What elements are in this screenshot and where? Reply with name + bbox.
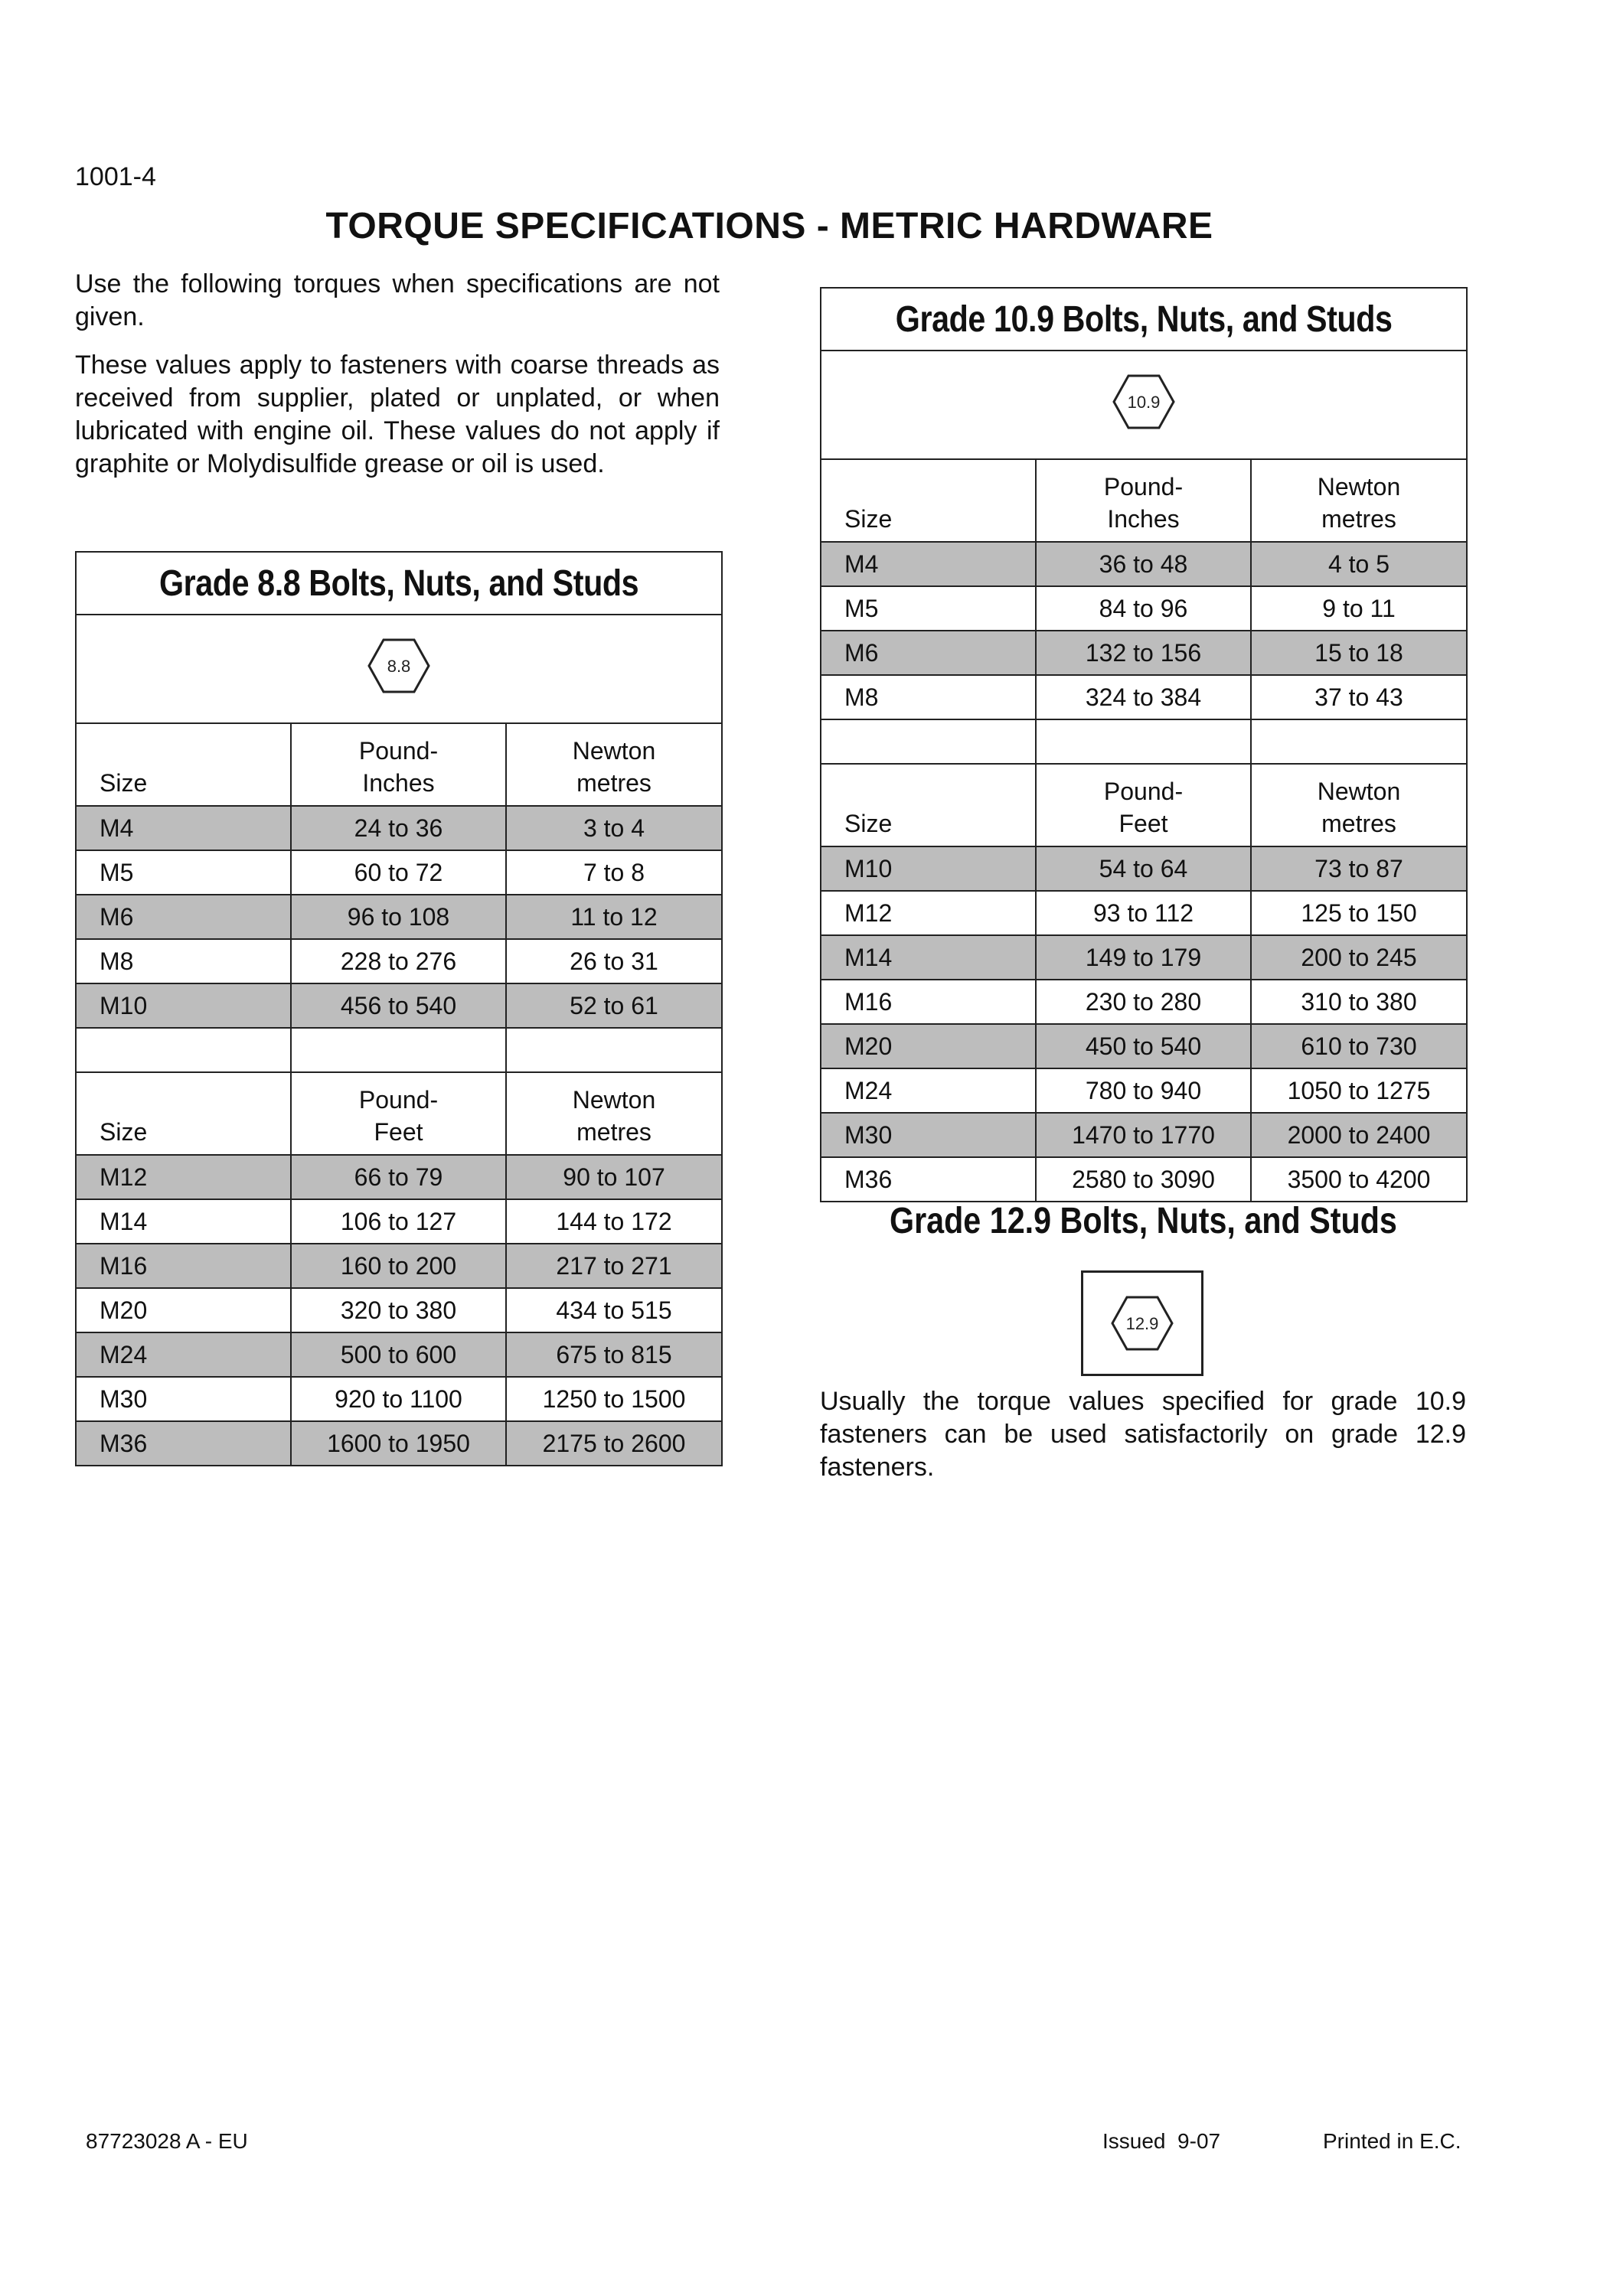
- hex-bolt-head-icon: [367, 638, 431, 694]
- table-row: M16 230 to 280 310 to 380: [821, 980, 1467, 1024]
- table-row: M10 54 to 64 73 to 87: [821, 846, 1467, 891]
- column-header-imperial: Pound- Feet: [291, 1072, 506, 1155]
- table-row: M30 920 to 1100 1250 to 1500: [76, 1377, 722, 1421]
- column-header-size: Size: [76, 1072, 291, 1155]
- footer-printed: Printed in E.C.: [1323, 2129, 1461, 2153]
- table-row: M10 456 to 540 52 to 61: [76, 983, 722, 1028]
- column-header-imperial: Pound- Inches: [291, 723, 506, 806]
- footer-issued: Issued 9-07: [1102, 2129, 1221, 2153]
- column-header-imperial: Pound- Feet: [1036, 764, 1251, 846]
- table-row: M12 93 to 112 125 to 150: [821, 891, 1467, 935]
- grade-109-table: [820, 287, 1468, 1202]
- table-row: M6 132 to 156 15 to 18: [821, 631, 1467, 675]
- column-header-size: Size: [76, 723, 291, 806]
- column-header-metric: Newton metres: [1251, 764, 1467, 846]
- grade-88-icon-cell: [76, 615, 722, 723]
- grade-109-header-2: [821, 764, 1467, 846]
- grade-109-header-1: [821, 459, 1467, 542]
- table-row: M14 149 to 179 200 to 245: [821, 935, 1467, 980]
- grade-88-header-1: [76, 723, 722, 806]
- grade-88-icon-label: 8.8: [387, 657, 411, 676]
- table-row: M16 160 to 200 217 to 271: [76, 1244, 722, 1288]
- table-row: M36 2580 to 3090 3500 to 4200: [821, 1157, 1467, 1202]
- grade-88-title: Grade 8.8 Bolts, Nuts, and Studs: [76, 552, 722, 615]
- column-header-metric: Newton metres: [506, 723, 722, 806]
- grade-109-icon-label: 10.9: [1127, 393, 1161, 412]
- page-title: TORQUE SPECIFICATIONS - METRIC HARDWARE: [325, 206, 1213, 246]
- page-number: 1001-4: [75, 162, 156, 191]
- grade-109-icon-cell: [821, 351, 1467, 459]
- column-header-size: Size: [821, 459, 1036, 542]
- grade-129-icon-label: 12.9: [1125, 1314, 1159, 1333]
- table-row: M12 66 to 79 90 to 107: [76, 1155, 722, 1199]
- table-row: M36 1600 to 1950 2175 to 2600: [76, 1421, 722, 1466]
- column-header-imperial: Pound- Inches: [1036, 459, 1251, 542]
- table-row: M24 500 to 600 675 to 815: [76, 1332, 722, 1377]
- column-header-metric: Newton metres: [506, 1072, 722, 1155]
- table-row: M24 780 to 940 1050 to 1275: [821, 1068, 1467, 1113]
- column-header-size: Size: [821, 764, 1036, 846]
- column-header-metric: Newton metres: [1251, 459, 1467, 542]
- table-row: M5 60 to 72 7 to 8: [76, 850, 722, 895]
- table-row: M20 450 to 540 610 to 730: [821, 1024, 1467, 1068]
- spacer-row: [76, 1028, 722, 1072]
- intro-paragraph-2: These values apply to fasteners with coarse threads as received from supplier, plated or unplated, or when lubricated with engine oil. These values do not apply if graphite or Molydisulfide grease or oil is used.: [75, 351, 720, 478]
- table-row: M4 24 to 36 3 to 4: [76, 806, 722, 850]
- intro-text: [75, 268, 720, 496]
- grade-129-note: Usually the torque values specified for grade 10.9 fasteners can be used satisfactorily on grade 12.9 fasteners.: [820, 1387, 1466, 1482]
- spacer-row: [821, 719, 1467, 764]
- table-row: M20 320 to 380 434 to 515: [76, 1288, 722, 1332]
- table-row: M14 106 to 127 144 to 172: [76, 1199, 722, 1244]
- hex-bolt-head-icon: [1110, 1295, 1174, 1352]
- footer-doc-number: 87723028 A - EU: [86, 2129, 248, 2153]
- hex-bolt-head-icon: [1112, 373, 1176, 430]
- grade-88-header-2: [76, 1072, 722, 1155]
- table-row: M6 96 to 108 11 to 12: [76, 895, 722, 939]
- table-row: M5 84 to 96 9 to 11: [821, 586, 1467, 631]
- grade-129-title: Grade 12.9 Bolts, Nuts, and Studs: [889, 1201, 1397, 1241]
- table-row: M4 36 to 48 4 to 5: [821, 542, 1467, 586]
- table-row: M8 324 to 384 37 to 43: [821, 675, 1467, 719]
- grade-109-title: Grade 10.9 Bolts, Nuts, and Studs: [821, 288, 1467, 351]
- intro-paragraph-1: Use the following torques when specifications are not given.: [75, 269, 720, 331]
- grade-88-table: [75, 551, 723, 1466]
- table-row: M8 228 to 276 26 to 31: [76, 939, 722, 983]
- grade-129-icon-box: [1081, 1270, 1203, 1376]
- table-row: M30 1470 to 1770 2000 to 2400: [821, 1113, 1467, 1157]
